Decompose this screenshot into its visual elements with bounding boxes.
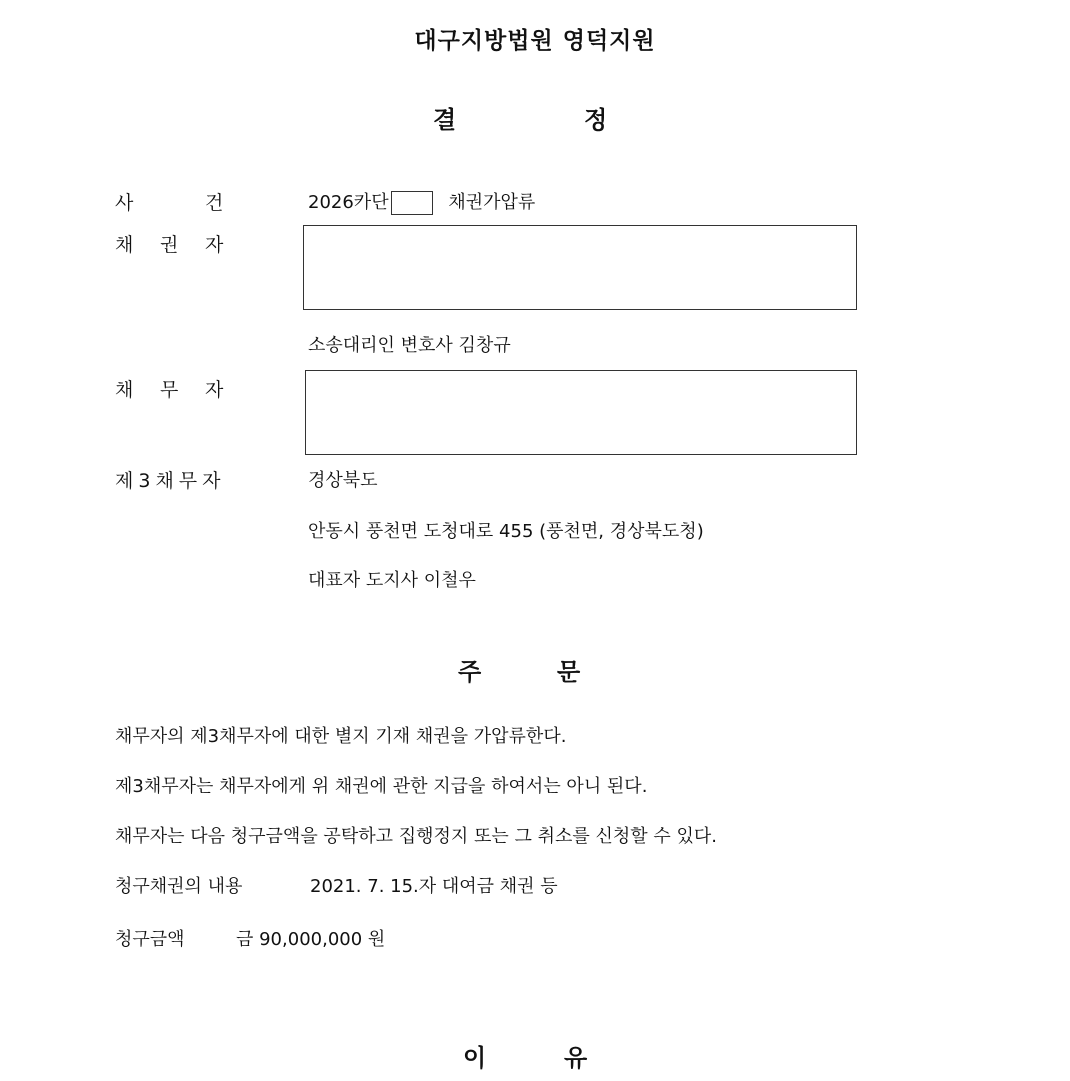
case-type: 채권가압류 [448, 192, 536, 213]
reason-title-right: 유 [564, 1044, 588, 1072]
creditor-label-a: 채 [115, 234, 134, 256]
creditor-representative: 소송대리인 변호사 김창규 [308, 335, 511, 356]
claim-amount-label: 청구금액 [115, 929, 185, 950]
debtor-label-a: 채 [115, 379, 134, 401]
claim-content-label: 청구채권의 내용 [115, 876, 243, 897]
creditor-label-b: 권 [160, 234, 179, 256]
debtor-label-b: 무 [160, 379, 179, 401]
third-debtor-name: 경상북도 [308, 470, 378, 491]
decision-title-right: 정 [584, 106, 608, 134]
decision-title-left: 결 [433, 106, 457, 134]
order-title-left: 주 [458, 658, 482, 686]
order-line-2: 제3채무자는 채무자에게 위 채권에 관한 지급을 하여서는 아니 된다. [115, 776, 648, 797]
case-label-b: 건 [205, 192, 224, 214]
debtor-redaction-box [305, 370, 857, 455]
creditor-redaction-box [303, 225, 857, 310]
creditor-label-c: 자 [205, 234, 224, 256]
third-debtor-address: 안동시 풍천면 도청대로 455 (풍천면, 경상북도청) [308, 521, 704, 542]
claim-amount-value: 금 90,000,000 원 [236, 929, 386, 950]
third-debtor-representative: 대표자 도지사 이철우 [308, 570, 476, 591]
order-line-1: 채무자의 제3채무자에 대한 별지 기재 채권을 가압류한다. [115, 726, 567, 747]
debtor-label-c: 자 [205, 379, 224, 401]
court-name: 대구지방법원 영덕지원 [414, 28, 656, 54]
redacted-case-number [391, 191, 433, 215]
case-number: 2026카단 [308, 192, 389, 213]
order-title-right: 문 [557, 658, 581, 686]
claim-content-value: 2021. 7. 15.자 대여금 채권 등 [310, 876, 558, 897]
case-line [308, 188, 535, 215]
third-debtor-label: 제3채무자 [115, 470, 226, 492]
reason-title-left: 이 [463, 1044, 487, 1072]
order-line-3: 채무자는 다음 청구금액을 공탁하고 집행정지 또는 그 취소를 신청할 수 있다. [115, 826, 717, 847]
case-label-a: 사 [115, 192, 134, 214]
